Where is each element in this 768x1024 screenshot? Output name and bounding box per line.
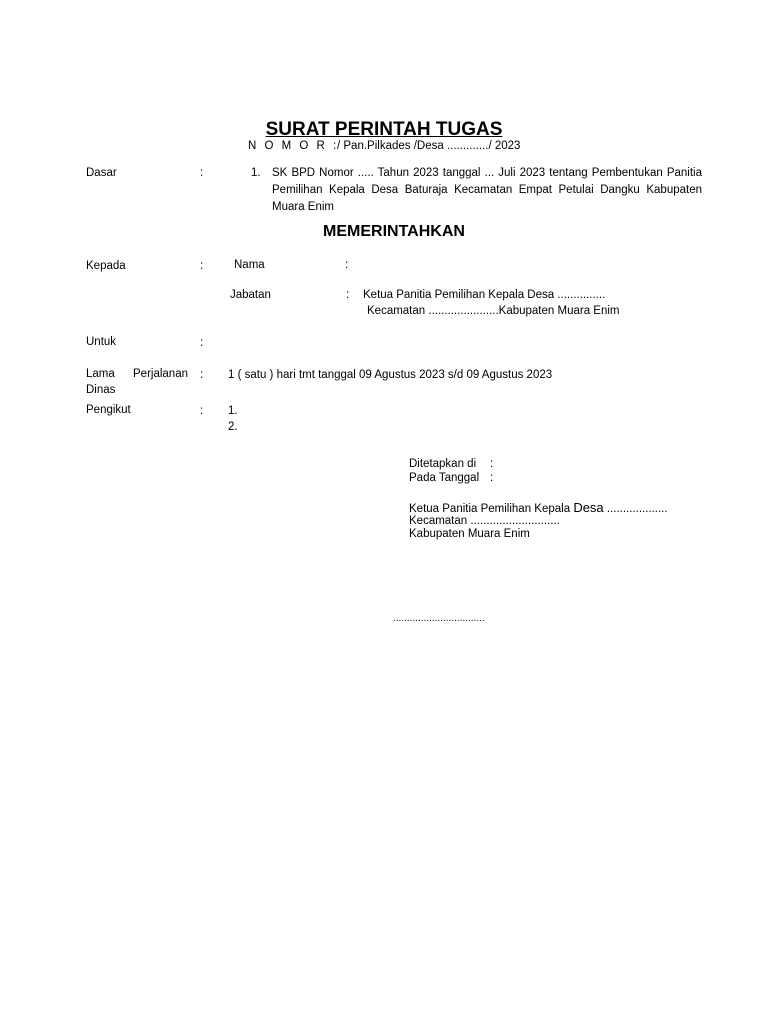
- dasar-label: Dasar: [86, 167, 117, 179]
- kepada-colon: :: [200, 260, 204, 272]
- pengikut-item: 2.: [228, 421, 238, 433]
- nomor-value: / Pan.Pilkades /Desa ............./ 2023: [337, 140, 521, 152]
- signature-line-1-suffix: ...................: [603, 503, 668, 515]
- section-title: MEMERINTAHKAN: [323, 223, 465, 240]
- nama-label: Nama: [234, 259, 265, 271]
- signature-line-2: Kecamatan ............................: [409, 515, 560, 527]
- pengikut-label: Pengikut: [86, 404, 131, 416]
- lama-label: Lama Perjalanan: [86, 368, 188, 380]
- untuk-label: Untuk: [86, 336, 117, 348]
- dasar-text: SK BPD Nomor ..... Tahun 2023 tanggal ... Juli 2023 tentang Pembentukan Panitia Pemilihan Kepala Desa Baturaja Kecamatan Empat Petulai Dangku Kabupaten Muara Enim: [272, 167, 702, 213]
- signature-name-line: .................................: [393, 613, 485, 624]
- untuk-colon: :: [200, 337, 204, 349]
- signature-line-1-prefix: Ketua Panitia Pemilihan Kepala: [409, 503, 574, 515]
- tanggal-colon: :: [490, 472, 494, 484]
- ditetapkan-label: Ditetapkan di: [409, 458, 477, 470]
- nomor-label: N O M O R :: [248, 140, 339, 152]
- dasar-colon: :: [200, 167, 204, 179]
- nama-colon: :: [345, 259, 349, 271]
- jabatan-colon: :: [346, 289, 350, 301]
- lama-label-line-2: Dinas: [86, 384, 116, 396]
- pengikut-item: 1.: [228, 405, 238, 417]
- ditetapkan-colon: :: [490, 458, 494, 470]
- jabatan-label: Jabatan: [230, 289, 271, 301]
- kepada-label: Kepada: [86, 260, 126, 272]
- dasar-item-number: 1.: [251, 167, 261, 179]
- tanggal-label: Pada Tanggal: [409, 472, 480, 484]
- lama-colon: :: [200, 369, 204, 381]
- signature-line-3: Kabupaten Muara Enim: [409, 528, 530, 540]
- pengikut-colon: :: [200, 405, 204, 417]
- signature-desa: Desa: [573, 500, 604, 515]
- lama-value: 1 ( satu ) hari tmt tanggal 09 Agustus 2023 s/d 09 Agustus 2023: [228, 369, 553, 381]
- document-title: SURAT PERINTAH TUGAS: [265, 119, 503, 140]
- jabatan-line-1: Ketua Panitia Pemilihan Kepala Desa ...............: [363, 289, 606, 301]
- jabatan-line-2: Kecamatan ......................Kabupaten Muara Enim: [367, 305, 620, 317]
